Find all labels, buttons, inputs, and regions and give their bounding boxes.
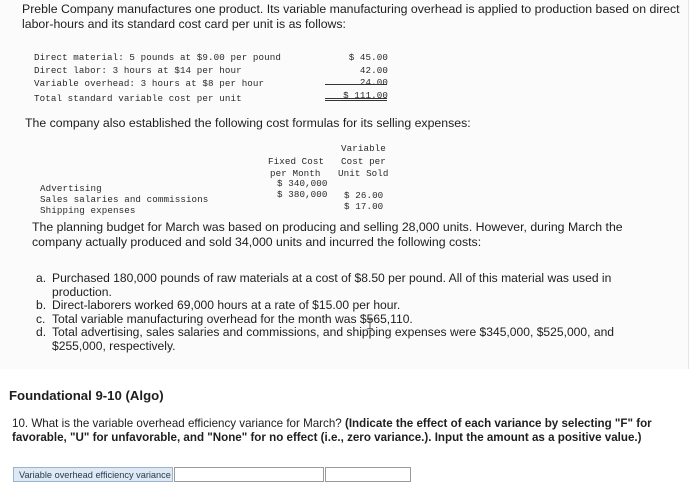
row-variable-shipping: $ 17.00: [344, 201, 384, 212]
row-fixed-sales-salaries: $ 380,000: [277, 189, 328, 200]
variance-effect-select[interactable]: [325, 467, 411, 482]
header-fixed-2: per Month: [270, 168, 321, 179]
cost-card-amount-total: $ 111.00: [343, 90, 388, 101]
list-item: [36, 299, 656, 313]
list-item-label: c.: [36, 311, 46, 326]
standard-cost-card: [34, 50, 394, 110]
row-label-shipping: Shipping expenses: [40, 205, 136, 216]
header-variable-1: Variable: [341, 143, 386, 154]
list-item-text: Total variable manufacturing overhead for the month was $565,110.: [52, 311, 413, 326]
list-item-text: Total advertising, sales salaries and commissions, and shipping expenses were $345,000, $525,000, and $255,000, respectively.: [52, 325, 615, 353]
question-instruction: (Indicate the effect of each variance by selecting "F" for favorable, "U" for unfavorable, and "None" for no effect (i.e., zero variance.). Input the amount as a positive value.): [12, 417, 652, 444]
header-variable-3: Unit Sold: [338, 168, 389, 179]
header-fixed-1: Fixed Cost: [268, 156, 325, 167]
cost-card-total-rule-2: [325, 100, 387, 101]
actual-costs-list: [36, 272, 656, 354]
list-item-text: Direct-laborers worked 69,000 hours at a rate of $15.00 per hour.: [52, 298, 401, 313]
list-item-text: Purchased 180,000 pounds of raw materials at a cost of $8.50 per pound. All of this material was used in production.: [52, 271, 612, 299]
cost-card-label-overhead: Variable overhead: 3 hours at $8 per hour: [34, 78, 265, 89]
question-text: [12, 417, 682, 445]
cost-card-label-material: Direct material: 5 pounds at $9.00 per pound: [34, 52, 281, 63]
selling-expense-table: [40, 140, 400, 220]
cost-card-amount-overhead: 24.00: [359, 77, 388, 88]
row-fixed-advertising: $ 340,000: [277, 178, 328, 189]
selling-intro: The company also established the following cost formulas for its selling expenses:: [25, 116, 471, 130]
header-variable-2: Cost per: [341, 156, 386, 167]
cost-card-amount-labor: 42.00: [359, 65, 388, 76]
variance-amount-input[interactable]: [174, 467, 324, 482]
list-item-label: b.: [36, 298, 47, 313]
list-item-label: a.: [36, 271, 47, 285]
cost-card-total-rule-1: [325, 98, 387, 99]
answer-row-label: Variable overhead efficiency variance: [13, 467, 173, 482]
list-item: [36, 313, 656, 327]
row-label-advertising: Advertising: [40, 183, 102, 194]
list-item: [36, 326, 656, 353]
list-item: [36, 272, 656, 299]
section-title: Foundational 9-10 (Algo): [9, 388, 164, 403]
question-prompt: 10. What is the variable overhead efficiency variance for March?: [12, 417, 342, 430]
cost-card-subtotal-rule: [325, 84, 387, 85]
text-cursor-icon: [366, 318, 374, 330]
cost-card-label-total: Total standard variable cost per unit: [34, 93, 242, 104]
list-item-label: d.: [36, 325, 47, 340]
problem-intro: Preble Company manufactures one product. Its variable manufacturing overhead is applied to production based on direct labor-hours and its standard cost card per unit is as follows:: [22, 2, 680, 31]
row-variable-sales-salaries: $ 26.00: [344, 190, 384, 201]
cost-card-amount-material: $ 45.00: [348, 52, 388, 63]
row-label-sales-salaries: Sales salaries and commissions: [40, 194, 209, 205]
planning-budget-text: The planning budget for March was based on producing and selling 28,000 units. However, during March the company actually produced and sold 34,000 units and incurred the following costs:: [32, 220, 623, 249]
cost-card-label-labor: Direct labor: 3 hours at $14 per hour: [34, 65, 242, 76]
